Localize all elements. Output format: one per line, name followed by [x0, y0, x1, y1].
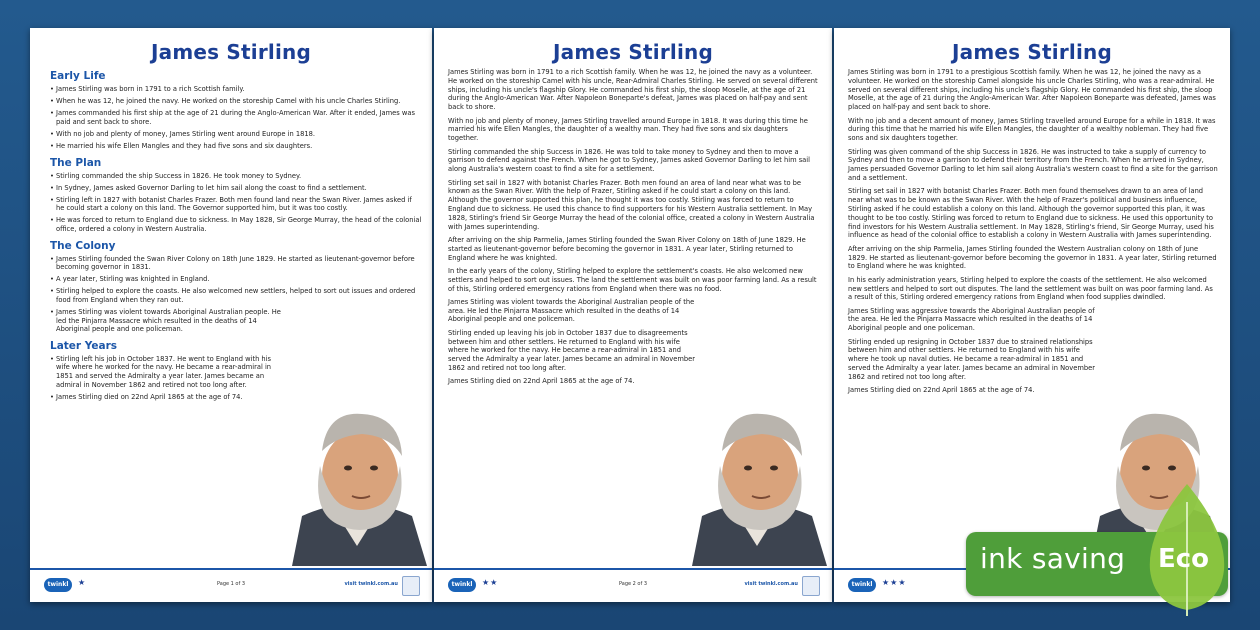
body-paragraph: James Stirling was born in 1791 to a rich Scottish family. When he was 12, he joined the navy as a volunteer. He worked on the storeship Camel with his uncle, Rear-Admiral Charles Stirling. He served on several different ships, including his uncle's flagship Glory. He commanded his first ship, the sloop Moselle, at the age of 21 during the Anglo-American War. After Napoleon Boneparte's defeat, James was placed on half-pay and sent back to shore. — [448, 68, 818, 112]
paragraphs-container — [834, 68, 1230, 395]
bullet-item: • Stirling left in 1827 with botanist Charles Frazer. Both men found land near the Swan River. James asked if he could start a colony on this land. The Governor supported him, but it was too costly. — [50, 196, 422, 213]
bullet-list — [30, 172, 432, 234]
curriculum-badge-icon — [802, 576, 820, 596]
bullet-item: • He married his wife Ellen Mangles and they had five sons and six daughters. — [50, 142, 422, 151]
section-heading: The Colony — [50, 239, 116, 252]
difficulty-stars: ★★ — [482, 578, 499, 587]
page-footer — [30, 568, 432, 602]
page-title: James Stirling — [952, 40, 1112, 64]
body-paragraph: In the early years of the colony, Stirling helped to explore the settlement's coasts. He also welcomed new settlers and helped to sort out issues. The land the settlement was built on was poor farming land. As a result of this, Stirling ordered emergency rations from England when there was no food. — [448, 266, 817, 293]
bullet-item: • James commanded his first ship at the age of 21 during the Anglo-American War. After it ended, James was paid and sent back to shore. — [50, 109, 422, 126]
body-paragraph: With no job and plenty of money, James Stirling travelled around Europe in 1818. It was during this time he married his wife Ellen Mangles, the daughter of a wealthy man. They had five sons and six daughters together. — [448, 116, 808, 143]
body-paragraph: James Stirling was aggressive towards the Aboriginal Australian people of the area. He led the Pinjarra Massacre which resulted in the deaths of 14 Aboriginal people and one policeman. — [848, 306, 1095, 333]
difficulty-stars: ★ — [78, 578, 87, 587]
visit-link[interactable]: visit twinkl.com.au — [744, 581, 798, 587]
page-title: James Stirling — [553, 40, 713, 64]
bullet-item: • Stirling helped to explore the coasts. He also welcomed new settlers, helped to sort out issues and ordered food from England when they ran out. — [50, 287, 422, 304]
ink-saving-label: ink saving — [980, 542, 1126, 575]
body-paragraph: James Stirling died on 22nd April 1865 at the age of 74. — [448, 377, 635, 386]
twinkl-logo: twinkl — [848, 578, 876, 592]
page-number: Page 1 of 3 — [216, 581, 246, 587]
body-paragraph: Stirling was given command of the ship Success in 1826. He was instructed to take a supply of currency to Sydney and then to move a garrison to defend their territory from the French. When he arrived in Sydney, James persuaded Governor Darling to let him sail along Australia's western coast to find a site for the garrison and a settlement. — [848, 147, 1218, 182]
bullet-list — [30, 355, 432, 401]
bullet-list — [30, 85, 432, 151]
bullet-item: • James Stirling was born in 1791 to a rich Scottish family. — [50, 85, 422, 94]
eco-label: Eco — [1158, 544, 1210, 574]
twinkl-logo: twinkl — [44, 578, 72, 592]
section-heading: Early Life — [50, 70, 106, 82]
body-paragraph: Stirling ended up resigning in October 1837 due to strained relationships between him and other settlers. He returned to England with his wife where he took up naval duties. He became a rear-admiral in 1851 and served the Admiralty a year later. James became an admiral in November 1862 and retired not too long after. — [848, 337, 1095, 381]
body-paragraph: After arriving on the ship Parmelia, James Stirling founded the Swan River Colony on 18th of June 1829. He started as lieutenant-governor before becoming the governor in 1831. A year later, Stirling returned to England where he was knighted. — [448, 235, 806, 262]
twinkl-logo: twinkl — [448, 578, 476, 592]
bullet-item: • James Stirling founded the Swan River Colony on 18th June 1829. He started as lieutenant-governor before becoming governor in 1831. — [50, 255, 422, 272]
bullet-item: • Stirling commanded the ship Success in 1826. He took money to Sydney. — [50, 172, 422, 181]
bullet-item: • Stirling left his job in October 1837. He went to England with his wife where he worked for the navy. He became a rear-admiral in 1851 and served the Admiralty a year later. James became an admiral in November 1862 and retired not too long after. — [50, 355, 286, 389]
page-number: Page 2 of 3 — [618, 581, 648, 587]
paragraphs-container — [434, 68, 832, 386]
body-paragraph: James Stirling was violent towards the Aboriginal Australian people of the area. He led the Pinjarra Massacre which resulted in the deaths of 14 Aboriginal people and one policeman. — [448, 297, 695, 324]
body-paragraph: Stirling set sail in 1827 with botanist Charles Frazer. Both men found themselves drawn to an area of land near what was to be known as the Swan River. With the help of Frazer's political and business influence, Stirling asked if he could establish a colony on this land. Although the governor supported this plan, it was thought to be too costly. Stirling was forced to return to England due to sickness. He used this opportunity to find investors for his Western Australia settlement. In May 1828, Stirling's friend, Sir George Murray, used his influence as head of the colonial office to establish a colony in Western Australia with James superintending. — [848, 187, 1214, 240]
curriculum-badge-icon — [402, 576, 420, 596]
body-paragraph: With no job and a decent amount of money, James Stirling travelled around Europe for a while in 1818. It was during this time that he married his wife Ellen Mangles, the daughter of a wealthy nobleman. They had five sons and six daughters together. — [848, 116, 1216, 143]
bullet-list — [30, 255, 432, 334]
bullet-item: • James Stirling was violent towards Aboriginal Australian people. He led the Pinjarra Massacre which resulted in the deaths of 14 Aboriginal people and one policeman. — [50, 308, 291, 334]
portrait-image — [682, 396, 832, 566]
section-heading: The Plan — [50, 156, 102, 169]
body-paragraph: Stirling commanded the ship Success in 1826. He was told to take money to Sydney and then to move a garrison to defend against the French. When he got to Sydney, James asked Governor Darling to let him sail along Australia's western coast to find a site for a settlement. — [448, 147, 811, 174]
worksheet-page-1 — [30, 28, 432, 602]
bullet-item: • He was forced to return to England due to sickness. In May 1828, Sir George Murray, the head of the colonial office, ordered a colony in Western Australia. — [50, 216, 422, 233]
sections-container — [30, 70, 432, 401]
body-paragraph: Stirling ended up leaving his job in October 1837 due to disagreements between him and other settlers. He returned to England with his wife where he worked for the navy. He became a rear-admiral in 1851 and served the Admiralty a year later. James became an admiral in November 1862 and retired not too long after. — [448, 328, 695, 373]
visit-link[interactable]: visit twinkl.com.au — [344, 581, 398, 587]
body-paragraph: In his early administration years, Stirling helped to explore the coasts of the settlement. He also welcomed new settlers and helped to sort out disputes. The land the settlement was built on was poor farming land. As a result of this, Stirling ordered emergency rations from England when food supplies dwindled. — [848, 275, 1213, 302]
bullet-item: • With no job and plenty of money, James Stirling went around Europe in 1818. — [50, 130, 422, 139]
difficulty-stars: ★★★ — [882, 578, 907, 587]
bullet-item: • A year later, Stirling was knighted in England. — [50, 275, 422, 284]
worksheet-page-2 — [434, 28, 832, 602]
body-paragraph: Stirling set sail in 1827 with botanist Charles Frazer. Both men found an area of land near what was to be known as the Swan River. With the help of Frazer, Stirling asked if he could start a colony on this land. Although the governor supported this plan, he thought it was too costly. Stirling was forced to return to England due to sickness. He used this chance to find supporters for his Western Australia settlement. In May 1828, Stirling's friend Sir George Murray the head of the colonial office, created a colony in Western Australia with James superintending. — [448, 178, 815, 231]
bullet-item: • When he was 12, he joined the navy. He worked on the storeship Camel with his uncle Charles Stirling. — [50, 97, 422, 106]
bullet-item: • James Stirling died on 22nd April 1865 at the age of 74. — [50, 393, 286, 402]
page-footer — [434, 568, 832, 602]
bullet-item: • In Sydney, James asked Governor Darling to let him sail along the coast to find a settlement. — [50, 184, 422, 193]
body-paragraph: James Stirling was born in 1791 to a prestigious Scottish family. When he was 12, he joined the navy as a volunteer. He worked on the storeship Camel alongside his uncle Charles Stirling, who was a rear-admiral. He served on several different ships, including his uncle's flagship Glory. He commanded his first ship, the sloop Moselle, at the age of 21 during the Anglo-American War. After Napoleon Boneparte was defeated, James was placed on half-pay and sent back to shore. — [848, 68, 1216, 112]
body-paragraph: After arriving on the ship Parmelia, James Stirling founded the Western Australian colony on 18th of June 1829. He started as lieutenant-governor before becoming the governor in 1831. A year later, Stirling returned to England where he was knighted. — [848, 244, 1217, 271]
section-heading: Later Years — [50, 339, 118, 352]
page-title: James Stirling — [151, 40, 311, 64]
portrait-image — [282, 396, 432, 566]
body-paragraph: James Stirling died on 22nd April 1865 at the age of 74. — [848, 386, 1035, 395]
